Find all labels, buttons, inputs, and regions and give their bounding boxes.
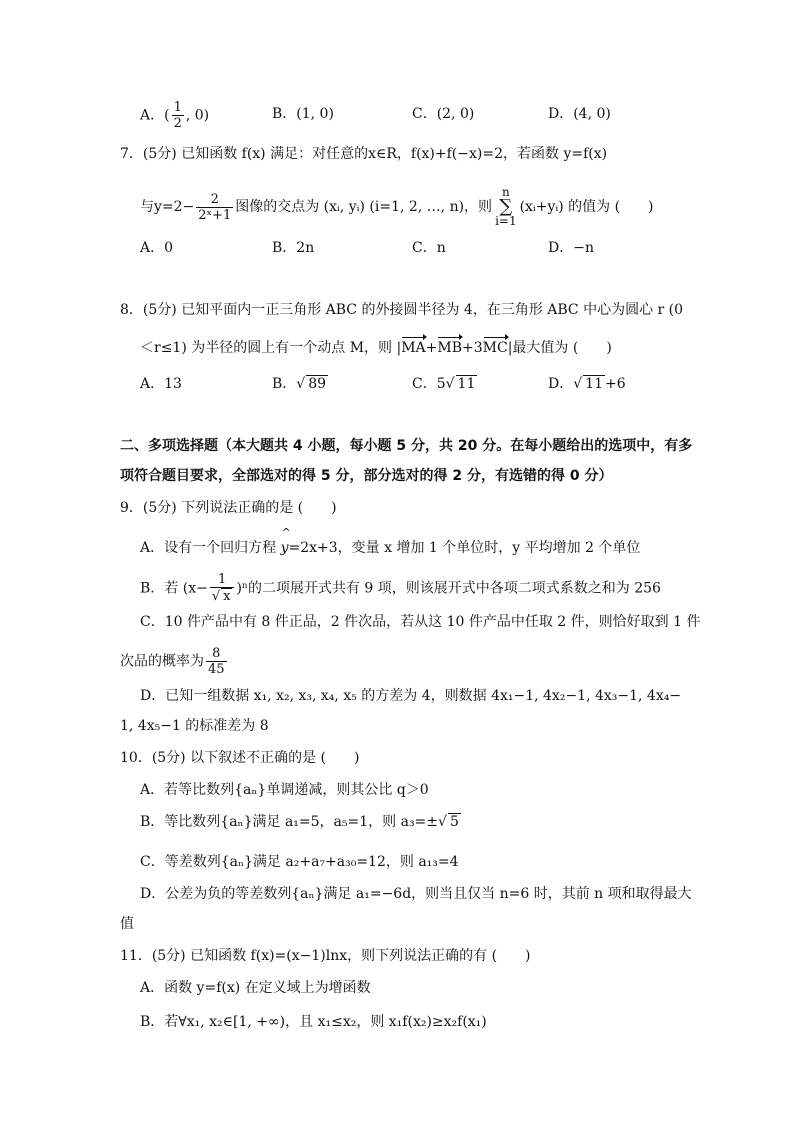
vector-mc: MC <box>482 340 508 356</box>
q10-option-d-line2: 值 <box>120 916 134 932</box>
q9-option-d-line2: 1, 4x₅−1 的标准差为 8 <box>120 718 269 734</box>
vector-ma: MA <box>401 340 426 356</box>
section-2-heading-line2: 项符合题目要求，全部选对的得 5 分，部分选对的得 2 分，有选错的得 0 分） <box>120 468 613 484</box>
q9-option-c-line2: 次品的概率为 $\frac{8}{45}$ <box>120 646 225 677</box>
q6-option-d: D．(4, 0) <box>548 106 611 122</box>
q6-option-c: C．(2, 0) <box>412 106 475 122</box>
q11-stem: 11．(5分) 已知函数 f(x)=(x−1)lnx，则下列说法正确的有 ( ) <box>120 948 531 964</box>
q6-option-a: A．( $\frac{1}{2}$ , 0) <box>140 100 210 131</box>
q9-option-b: B．若 (x− $\frac{1}{√ x}$ )ⁿ的二项展开式共有 9 项，则该展开式中各项二项式系数之和为 256 <box>140 572 661 604</box>
q10-option-a: A．若等比数列{aₙ}单调递减，则其公比 q＞0 <box>140 782 429 798</box>
section-2-heading-line1: 二、多项选择题（本大题共 4 小题，每小题 5 分，共 20 分。在每小题给出的选项中，有多 <box>120 438 693 454</box>
q8-option-d: D．√ 11 +6 <box>548 376 626 392</box>
q8-option-b: B．√ 89 <box>272 376 327 392</box>
q7-option-d: D．−n <box>548 240 594 256</box>
q7-option-b: B．2n <box>272 240 315 256</box>
q7-option-c: C．n <box>412 240 446 256</box>
q6-option-a-fraction: $\frac{1}{2}$ <box>173 100 182 131</box>
q7-sum-symbol: n ∑ i=1 <box>495 185 517 228</box>
q10-option-d-line1: D．公差为负的等差数列{aₙ}满足 a₁=−6d，则当且仅当 n=6 时，其前 n 项和取得最大 <box>140 886 692 902</box>
q7-stem-line2: 与y=2− $\frac{2}{\text{2ˣ+1}}$ 图像的交点为 (xᵢ, yᵢ) (i=1, 2, …, n)，则n ∑ i=1(xᵢ+yᵢ) 的值为 ( ) <box>140 185 654 228</box>
q9-option-c-line1: C．10 件产品中有 8 件正品，2 件次品，若从这 10 件产品中任取 2 件，则恰好取到 1 件 <box>140 614 701 630</box>
q7-option-a: A．0 <box>140 240 174 256</box>
q9-option-a: A．设有一个回归方程 ^ y=2x+3，变量 x 增加 1 个单位时，y 平均增加 2 个单位 <box>140 538 640 558</box>
q8-stem-line1: 8．(5分) 已知平面内一正三角形 ABC 的外接圆半径为 4，在三角形 ABC 中心为圆心 r (0 <box>120 302 684 318</box>
vector-mb: MB <box>437 340 463 356</box>
q6-option-b: B．(1, 0) <box>272 106 334 122</box>
q9-option-c-fraction: $\frac{8}{45}$ <box>208 646 225 677</box>
q9-stem: 9．(5分) 下列说法正确的是 ( ) <box>120 500 337 516</box>
q8-stem-line2: ＜r≤1) 为半径的圆上有一个动点 M，则 |MA+MB+3MC|最大值为 ( ) <box>140 340 612 356</box>
q11-option-a: A．函数 y=f(x) 在定义域上为增函数 <box>140 980 371 996</box>
q7-stem-line1: 7．(5分) 已知函数 f(x) 满足：对任意的x∈R，f(x)+f(−x)=2，若函数 y=f(x) <box>120 146 608 162</box>
q7-fraction: $\frac{2}{\text{2ˣ+1}}$ <box>198 191 232 223</box>
q8-option-a: A．13 <box>140 376 182 392</box>
q11-option-b: B．若∀x₁, x₂∈[1, +∞)，且 x₁≤x₂，则 x₁f(x₂)≥x₂f(x₁) <box>140 1014 487 1030</box>
q9-regression-yhat: ^ y <box>281 538 289 558</box>
q9-option-b-fraction: $\frac{1}{√ x}$ <box>210 572 235 605</box>
q10-option-c: C．等差数列{aₙ}满足 a₂+a₇+a₃₀=12，则 a₁₃=4 <box>140 854 459 870</box>
q10-stem: 10．(5分) 以下叙述不正确的是 ( ) <box>120 750 360 766</box>
q8-option-c: C．5√ 11 <box>412 376 476 392</box>
q9-option-d-line1: D．已知一组数据 x₁, x₂, x₃, x₄, x₅ 的方差为 4，则数据 4x₁−1, 4x₂−1, 4x₃−1, 4x₄− <box>140 688 682 704</box>
q10-option-b: B．等比数列{aₙ}满足 a₁=5，a₅=1，则 a₃=±√ 5 <box>140 814 459 830</box>
